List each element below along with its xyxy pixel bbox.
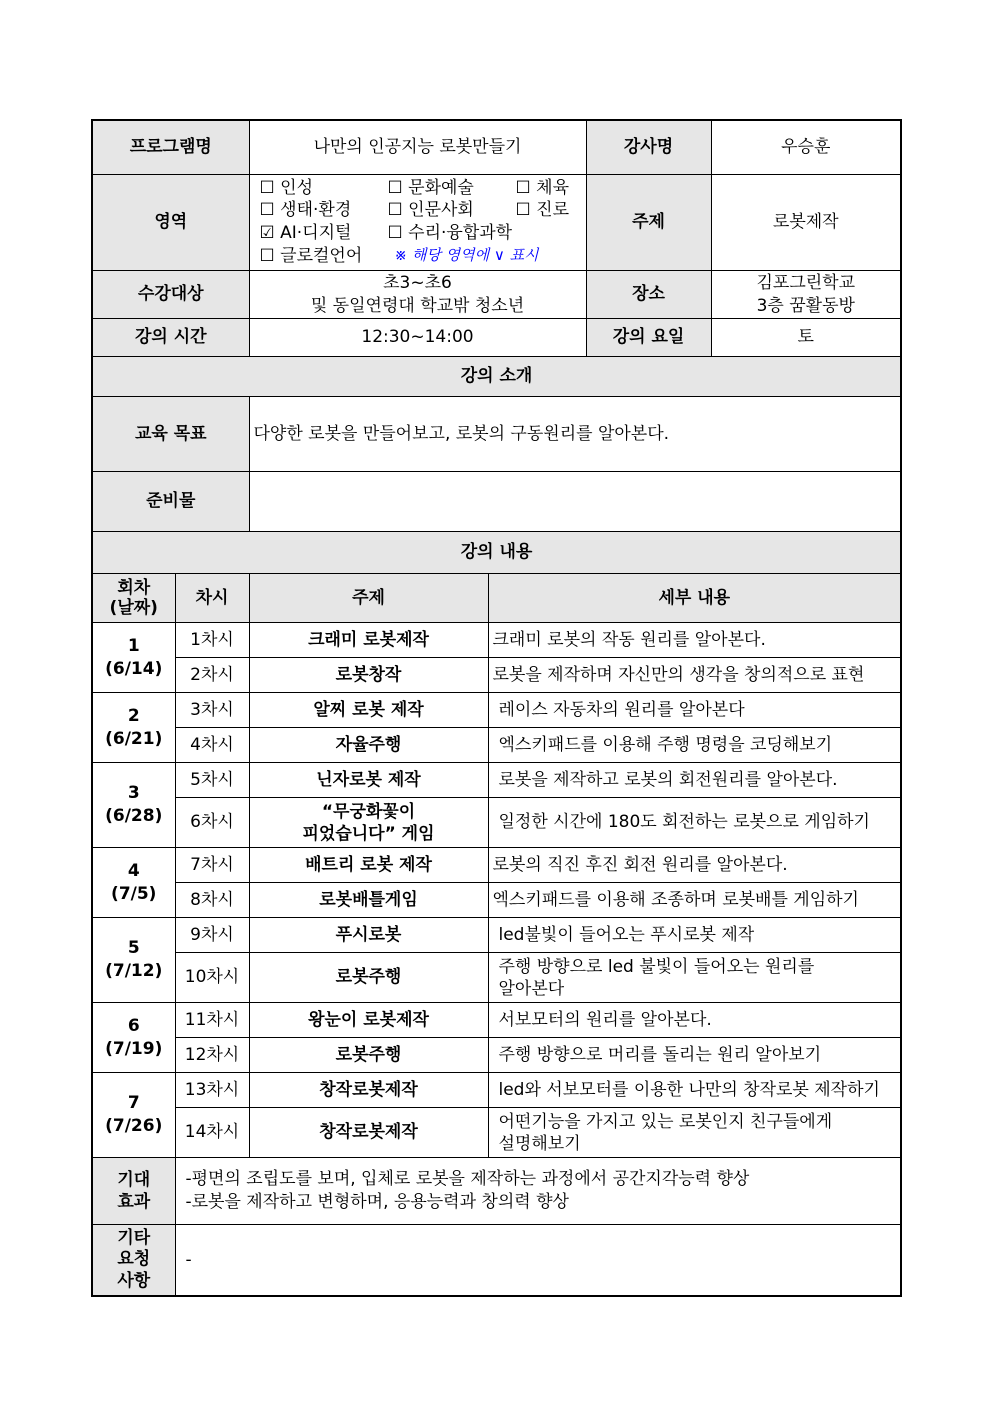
detail-cell: 레이스 자동차의 원리를 알아본다 (488, 693, 901, 728)
session-cell (92, 1003, 175, 1073)
detail-cell: 엑스키패드를 이용해 조종하며 로봇배틀 게임하기 (488, 883, 901, 918)
topic-cell: 왕눈이 로봇제작 (249, 1003, 488, 1038)
period-cell: 14차시 (175, 1108, 249, 1158)
place-label: 장소 (586, 271, 711, 319)
topic-cell: 로봇주행 (249, 953, 488, 1003)
goal-value: 다양한 로봇을 만들어보고, 로봇의 구동원리를 알아본다. (249, 397, 901, 472)
instructor-label: 강사명 (586, 120, 711, 174)
table-row (92, 918, 901, 953)
day-label: 강의 요일 (586, 319, 711, 357)
area-option-ai-digital[interactable]: ☑ AI·디지털 (259, 223, 352, 244)
area-option-math-science[interactable]: ☐ 수리·융합과학 (387, 223, 513, 244)
table-row (92, 1003, 901, 1038)
area-note: ※ 해당 영역에 ∨ 표시 (394, 246, 539, 265)
program-name-value: 나만의 인공지능 로봇만들기 (249, 120, 586, 174)
topic-cell: 닌자로봇 제작 (249, 763, 488, 798)
topic-cell: 배트리 로봇 제작 (249, 848, 488, 883)
place-line-2: 3층 꿈활동방 (756, 295, 855, 316)
time-label: 강의 시간 (92, 319, 249, 357)
area-option-culture-art[interactable]: ☐ 문화예술 (387, 177, 474, 198)
area-option-character[interactable]: ☐ 인성 (259, 177, 313, 198)
day-value: 토 (711, 319, 901, 357)
table-row (92, 763, 901, 798)
session-number: 4 (127, 860, 140, 881)
detail-cell: led불빛이 들어오는 푸시로봇 제작 (488, 918, 901, 953)
area-option-ecology[interactable]: ☐ 생태·환경 (259, 200, 352, 221)
materials-value (249, 472, 901, 532)
detail-cell: 주행 방향으로 led 불빛이 들어오는 원리를 알아본다 (488, 953, 901, 1003)
period-cell: 4차시 (175, 728, 249, 763)
topic-cell: 로봇창작 (249, 658, 488, 693)
target-line-2: 및 동일연령대 학교밖 청소년 (310, 295, 525, 316)
col-header-session-line1: 회차 (117, 577, 151, 598)
content-section-title: 강의 내용 (92, 532, 901, 574)
session-date: (7/5) (111, 883, 157, 904)
session-cell (92, 848, 175, 918)
detail-cell: 서보모터의 원리를 알아본다. (488, 1003, 901, 1038)
topic-cell: 자율주행 (249, 728, 488, 763)
intro-section-title: 강의 소개 (92, 357, 901, 397)
place-value (711, 271, 901, 319)
period-cell: 2차시 (175, 658, 249, 693)
table-row (92, 1073, 901, 1108)
program-name-label: 프로그램명 (92, 120, 249, 174)
period-cell: 8차시 (175, 883, 249, 918)
period-cell: 6차시 (175, 798, 249, 848)
topic-cell: 크래미 로봇제작 (249, 623, 488, 658)
detail-cell: led와 서보모터를 이용한 나만의 창작로봇 제작하기 (488, 1073, 901, 1108)
effects-line-2: -로봇을 제작하고 변형하며, 응용능력과 창의력 향상 (185, 1192, 569, 1213)
goal-label: 교육 목표 (92, 397, 249, 472)
area-option-glocal-language[interactable]: ☐ 글로컬언어 (259, 246, 363, 267)
topic-cell: “무궁화꽃이 피었습니다” 게임 (249, 798, 488, 848)
other-value: - (175, 1225, 901, 1296)
effects-line-1: -평면의 조립도를 보며, 입체로 로봇을 제작하는 과정에서 공간지각능력 향상 (185, 1169, 750, 1190)
period-cell: 10차시 (175, 953, 249, 1003)
detail-cell: 어떤기능을 가지고 있는 로봇인지 친구들에게 설명해보기 (488, 1108, 901, 1158)
session-number: 7 (127, 1093, 140, 1114)
instructor-value: 우승훈 (711, 120, 901, 174)
table-row (92, 693, 901, 728)
session-date: (7/19) (105, 1038, 163, 1059)
program-plan-table (91, 119, 902, 1297)
col-header-period: 차시 (175, 574, 249, 623)
col-header-detail: 세부 내용 (488, 574, 901, 623)
period-cell: 1차시 (175, 623, 249, 658)
area-checklist (249, 174, 586, 271)
session-number: 1 (127, 635, 140, 656)
detail-cell: 로봇을 제작하며 자신만의 생각을 창의적으로 표현 (488, 658, 901, 693)
col-header-session-line2: (날짜) (109, 598, 158, 619)
detail-cell: 엑스키패드를 이용해 주행 명령을 코딩해보기 (488, 728, 901, 763)
table-row (92, 1108, 901, 1158)
materials-label: 준비물 (92, 472, 249, 532)
area-label: 영역 (92, 174, 249, 271)
session-number: 2 (127, 705, 140, 726)
period-cell: 7차시 (175, 848, 249, 883)
session-number: 6 (127, 1015, 140, 1036)
detail-cell: 로봇의 직진 후진 회전 원리를 알아본다. (488, 848, 901, 883)
session-date: (7/26) (105, 1116, 163, 1137)
detail-cell: 로봇을 제작하고 로봇의 회전원리를 알아본다. (488, 763, 901, 798)
session-cell (92, 763, 175, 848)
topic-cell: 창작로봇제작 (249, 1073, 488, 1108)
session-date: (6/21) (105, 728, 163, 749)
session-cell (92, 918, 175, 1003)
period-cell: 3차시 (175, 693, 249, 728)
session-cell (92, 1073, 175, 1158)
session-date: (7/12) (105, 961, 163, 982)
table-row (92, 658, 901, 693)
col-header-topic: 주제 (249, 574, 488, 623)
table-row (92, 728, 901, 763)
time-value: 12:30~14:00 (249, 319, 586, 357)
period-cell: 13차시 (175, 1073, 249, 1108)
session-cell (92, 623, 175, 693)
session-date: (6/14) (105, 658, 163, 679)
topic-cell: 알찌 로봇 제작 (249, 693, 488, 728)
session-number: 3 (127, 783, 140, 804)
session-cell (92, 693, 175, 763)
period-cell: 5차시 (175, 763, 249, 798)
period-cell: 12차시 (175, 1038, 249, 1073)
topic-cell: 창작로봇제작 (249, 1108, 488, 1158)
period-cell: 9차시 (175, 918, 249, 953)
topic-cell: 푸시로봇 (249, 918, 488, 953)
table-row (92, 623, 901, 658)
subject-value: 로봇제작 (711, 174, 901, 271)
place-line-1: 김포그린학교 (756, 272, 856, 293)
area-option-humanities[interactable]: ☐ 인문사회 (387, 200, 474, 221)
other-label: 기타 요청 사항 (92, 1225, 175, 1296)
session-number: 5 (127, 938, 140, 959)
detail-cell: 크래미 로봇의 작동 원리를 알아본다. (488, 623, 901, 658)
session-date: (6/28) (105, 806, 163, 827)
area-option-sports[interactable]: ☐ 체육 (515, 177, 569, 198)
effects-value (175, 1158, 901, 1225)
target-label: 수강대상 (92, 271, 249, 319)
detail-cell: 일정한 시간에 180도 회전하는 로봇으로 게임하기 (488, 798, 901, 848)
table-row (92, 1038, 901, 1073)
table-row (92, 883, 901, 918)
target-value (249, 271, 586, 319)
effects-label: 기대 효과 (92, 1158, 175, 1225)
col-header-session (92, 574, 175, 623)
topic-cell: 로봇주행 (249, 1038, 488, 1073)
period-cell: 11차시 (175, 1003, 249, 1038)
table-row (92, 798, 901, 848)
table-row (92, 848, 901, 883)
topic-cell: 로봇배틀게임 (249, 883, 488, 918)
subject-label: 주제 (586, 174, 711, 271)
detail-cell: 주행 방향으로 머리를 돌리는 원리 알아보기 (488, 1038, 901, 1073)
target-line-1: 초3~초6 (383, 272, 452, 293)
area-option-career[interactable]: ☐ 진로 (515, 200, 569, 221)
table-row (92, 953, 901, 1003)
